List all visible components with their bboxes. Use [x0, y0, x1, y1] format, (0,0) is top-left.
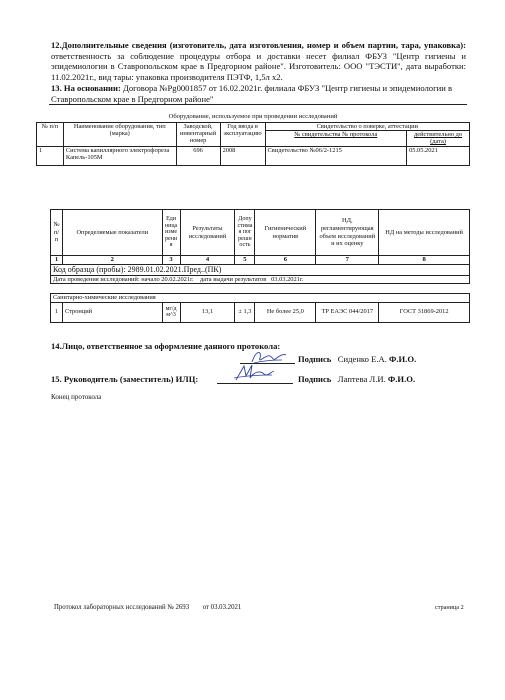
res-colnum-7: 7 — [316, 256, 379, 265]
res-header-num: № п/п — [51, 210, 63, 256]
spacer-row — [51, 284, 470, 294]
res-row-nd: ТР ЕАЭС 044/2017 — [316, 302, 379, 322]
section-14-sign-label: Подпись — [298, 354, 332, 364]
section-15-signature — [298, 374, 415, 385]
res-row-unit: мг/дм^3 — [162, 302, 180, 322]
equipment-caption: Оборудование, используемое при проведении исследований — [168, 113, 338, 120]
res-row-result: 13,1 — [180, 302, 235, 322]
section-15-name: Лаптева Л.И. — [337, 374, 386, 384]
eq-header-num: № п/п — [37, 123, 64, 147]
research-group: Санитарно-химические исследования — [51, 294, 470, 303]
end-of-protocol: Конец протокола — [51, 393, 102, 401]
res-header-unit: Единица измерения — [162, 210, 180, 256]
eq-header-serial: Заводской, инвентарный номер — [176, 123, 220, 147]
research-dates: Дата проведения исследований: начало 20.02.2021г. дата выдачи результатов 03.03.2021г. — [51, 275, 470, 284]
section-12 — [51, 40, 466, 82]
section-14-label: 14.Лицо, ответственное за оформление данного протокола: — [51, 341, 281, 351]
res-colnum-1: 1 — [51, 256, 63, 265]
res-row-indicator: Стронций — [62, 302, 162, 322]
eq-row-valid: 05.05.2021 — [407, 146, 470, 165]
section-12-body: ответственность за соблюдение процедуры отбора и доставки несет филиал ФБУЗ "Центр гигиены и эпидемиологии в Ставропольском крае в Предгорном районе". Изготовитель: ООО "ТЭСТИ", дата выработки: 11.02.2021г., вид тары: упаковка производителя ПЭТФ, 1,5л х2. — [51, 50, 466, 82]
eq-row-year: 2008 — [220, 146, 265, 165]
res-colnum-2: 2 — [62, 256, 162, 265]
footer-protocol-number: Протокол лабораторных исследований № 2693 — [54, 604, 190, 611]
res-row-norm: Не более 25,0 — [255, 302, 316, 322]
eq-row-name: Система капиллярного электрофореза Капель-105М — [63, 146, 176, 165]
eq-header-valid: действительно до (дата) — [407, 131, 470, 146]
section-14-fio: Ф.И.О. — [389, 354, 417, 364]
res-header-result: Результаты исследований — [180, 210, 235, 256]
section-13-heading: 13. На основании: — [51, 83, 121, 93]
footer-date: от 03.03.2021 — [202, 604, 242, 611]
equipment-table — [36, 122, 470, 166]
res-colnum-8: 8 — [379, 256, 470, 265]
res-header-nd: НД, регламентирующая объем исследований и их оценку — [316, 210, 379, 256]
signature-15-icon — [230, 362, 276, 384]
section-13-underline — [49, 104, 467, 105]
res-row-method: ГОСТ 31869-2012 — [379, 302, 470, 322]
eq-row-cert: Свидетельство №06/2-1215 — [265, 146, 407, 165]
res-colnum-4: 4 — [180, 256, 235, 265]
res-colnum-5: 5 — [235, 256, 255, 265]
sample-code: Код образца (пробы): 2989.01.02.2021.Пред..(ПК) — [51, 264, 470, 275]
res-header-norm: Гигиенический норматив — [255, 210, 316, 256]
footer-page: страница 2 — [435, 604, 464, 611]
eq-header-cert-num: № свидетельства № протокола — [265, 131, 407, 146]
eq-row-serial: 696 — [176, 146, 220, 165]
section-12-heading: 12.Дополнительные сведения (изготовитель, дата изготовления, номер и объем партии, тара, упаковка): — [51, 40, 466, 50]
section-14-name: Сиденко Е.А. — [337, 354, 387, 364]
res-header-indicator: Определяемые показатели — [62, 210, 162, 256]
res-header-error: Допустимая погрешность — [235, 210, 255, 256]
section-13 — [51, 83, 466, 104]
res-row-num: 1 — [51, 302, 63, 322]
eq-header-year: Год ввода в эксплуатацию — [220, 123, 265, 147]
res-header-method: НД на методы исследований — [379, 210, 470, 256]
footer-protocol — [54, 604, 241, 611]
section-15-fio: Ф.И.О. — [387, 374, 416, 384]
section-14-signature — [298, 354, 416, 365]
section-15-label: 15. Руководитель (заместитель) ИЛЦ: — [51, 374, 199, 384]
eq-row-num: 1 — [37, 146, 64, 165]
results-table — [50, 209, 470, 323]
res-row-error: ± 1,3 — [235, 302, 255, 322]
section-15-sign-label: Подпись — [298, 374, 332, 384]
res-colnum-3: 3 — [162, 256, 180, 265]
section-13-body: Договора №Pg0001857 от 16.02.2021г. филиала ФБУЗ "Центр гигиены и эпидемиологии в Ставропольском крае в Предгорном районе" — [51, 83, 453, 104]
eq-header-name: Наименование оборудования, тип (марка) — [63, 123, 176, 147]
eq-header-cert: Свидетельство о поверке, аттестации — [265, 123, 469, 131]
res-colnum-6: 6 — [255, 256, 316, 265]
